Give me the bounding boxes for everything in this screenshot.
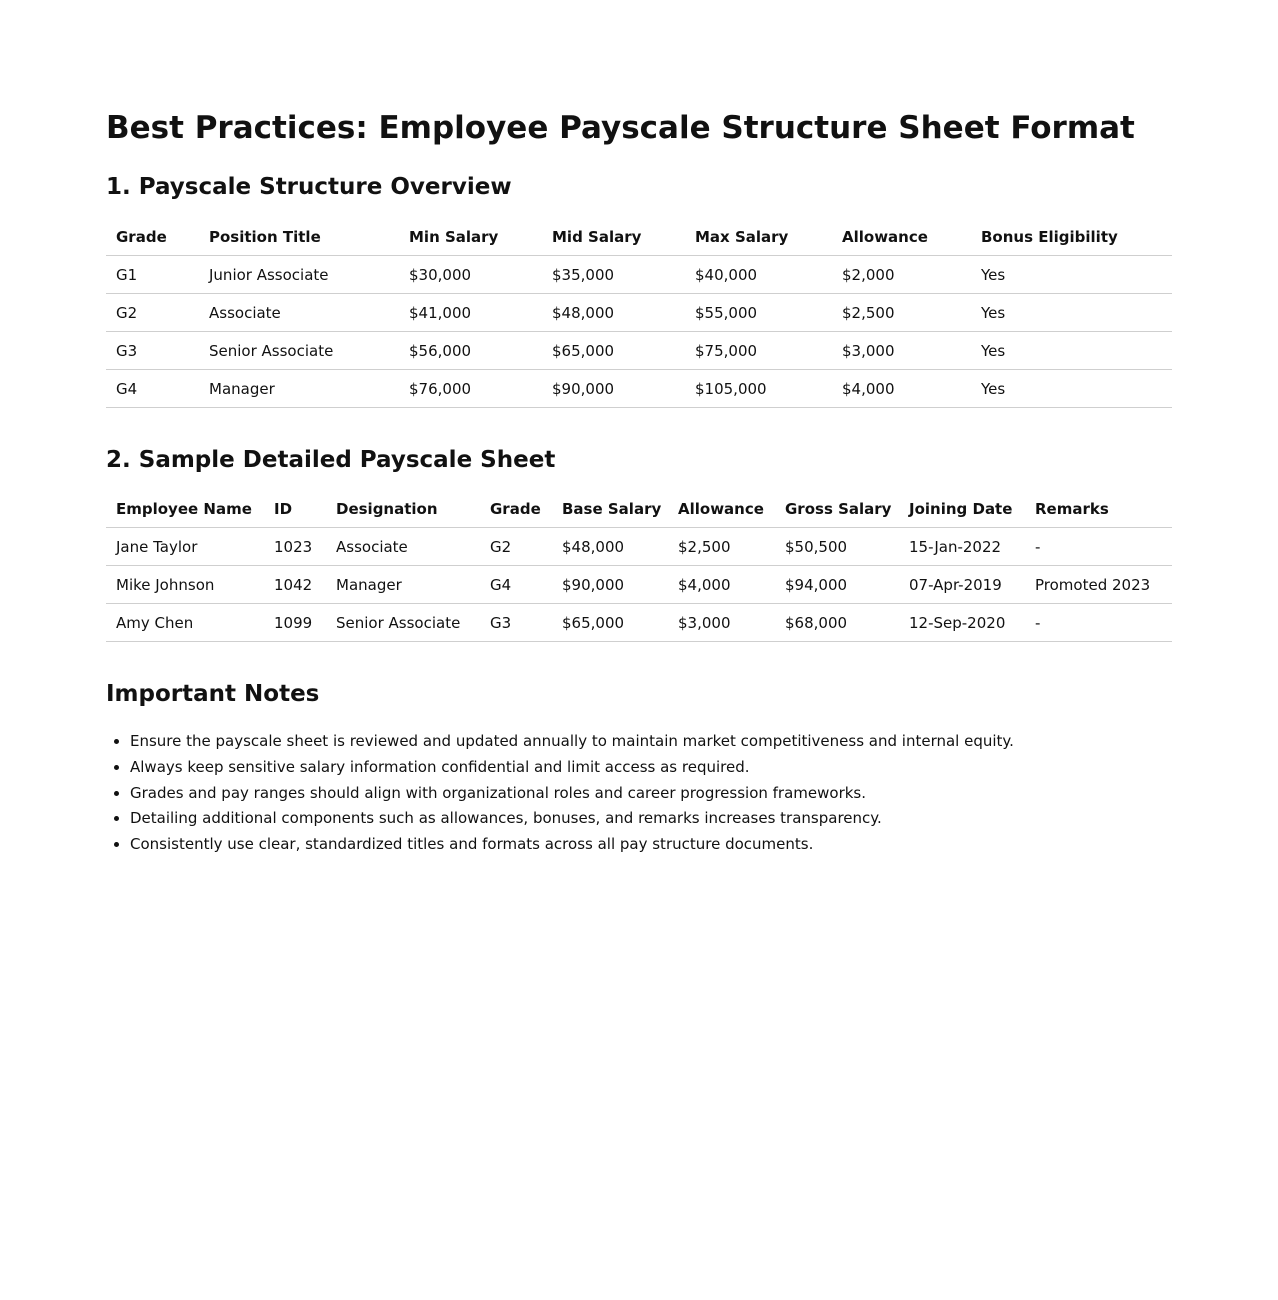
- table-row: [106, 294, 1172, 332]
- table-cell: $48,000: [552, 528, 668, 566]
- table-cell: Promoted 2023: [1025, 566, 1172, 604]
- overview-heading: 1. Payscale Structure Overview: [106, 174, 512, 200]
- column-header: Mid Salary: [542, 218, 685, 256]
- column-header: Employee Name: [106, 490, 264, 528]
- table-cell: G3: [106, 332, 199, 370]
- table-cell: $94,000: [775, 566, 899, 604]
- column-header: Remarks: [1025, 490, 1172, 528]
- table-cell: -: [1025, 528, 1172, 566]
- sample-sheet-heading: 2. Sample Detailed Payscale Sheet: [106, 447, 556, 473]
- table-cell: G1: [106, 256, 199, 294]
- column-header: ID: [264, 490, 326, 528]
- list-item: • Always keep sensitive salary information confidential and limit access as required.: [130, 755, 1014, 781]
- table-cell: $76,000: [399, 370, 542, 408]
- table-row: [106, 604, 1172, 642]
- table-cell: $2,500: [668, 528, 775, 566]
- table-cell: Senior Associate: [326, 604, 480, 642]
- table-cell: $75,000: [685, 332, 832, 370]
- table-cell: $41,000: [399, 294, 542, 332]
- table-cell: 15-Jan-2022: [899, 528, 1025, 566]
- table-cell: $40,000: [685, 256, 832, 294]
- table-cell: $56,000: [399, 332, 542, 370]
- notes-list: [106, 729, 1014, 858]
- page-title: Best Practices: Employee Payscale Structure Sheet Format: [106, 110, 1135, 146]
- table-row: [106, 528, 1172, 566]
- table-cell: $4,000: [832, 370, 971, 408]
- table-cell: Associate: [326, 528, 480, 566]
- column-header: Joining Date: [899, 490, 1025, 528]
- list-item: • Grades and pay ranges should align with organizational roles and career progression frameworks.: [130, 781, 1014, 807]
- table-row: [106, 566, 1172, 604]
- list-item: • Detailing additional components such as allowances, bonuses, and remarks increases transparency.: [130, 806, 1014, 832]
- notes-heading: Important Notes: [106, 681, 320, 707]
- table-cell: $50,500: [775, 528, 899, 566]
- table-cell: $48,000: [542, 294, 685, 332]
- table-cell: Senior Associate: [199, 332, 399, 370]
- column-header: Allowance: [668, 490, 775, 528]
- table-cell: 12-Sep-2020: [899, 604, 1025, 642]
- table-cell: $55,000: [685, 294, 832, 332]
- table-cell: $3,000: [832, 332, 971, 370]
- column-header: Grade: [480, 490, 552, 528]
- table-row: [106, 370, 1172, 408]
- table-cell: G2: [106, 294, 199, 332]
- table-cell: 1042: [264, 566, 326, 604]
- table-cell: Yes: [971, 332, 1172, 370]
- table-cell: $2,000: [832, 256, 971, 294]
- column-header: Designation: [326, 490, 480, 528]
- table-cell: $105,000: [685, 370, 832, 408]
- table-header-row: [106, 218, 1172, 256]
- table-cell: G4: [480, 566, 552, 604]
- table-cell: $3,000: [668, 604, 775, 642]
- table-cell: Amy Chen: [106, 604, 264, 642]
- table-row: [106, 332, 1172, 370]
- table-cell: Junior Associate: [199, 256, 399, 294]
- column-header: Gross Salary: [775, 490, 899, 528]
- table-cell: Associate: [199, 294, 399, 332]
- table-cell: $65,000: [542, 332, 685, 370]
- table-header-row: [106, 490, 1172, 528]
- table-cell: $90,000: [552, 566, 668, 604]
- table-cell: Jane Taylor: [106, 528, 264, 566]
- table-cell: Yes: [971, 370, 1172, 408]
- table-cell: $35,000: [542, 256, 685, 294]
- table-cell: $68,000: [775, 604, 899, 642]
- list-item: • Consistently use clear, standardized titles and formats across all pay structure documents.: [130, 832, 1014, 858]
- column-header: Grade: [106, 218, 199, 256]
- table-cell: $2,500: [832, 294, 971, 332]
- sample-payscale-table: [106, 490, 1172, 642]
- table-cell: Manager: [326, 566, 480, 604]
- table-cell: 1023: [264, 528, 326, 566]
- table-cell: G3: [480, 604, 552, 642]
- table-cell: $4,000: [668, 566, 775, 604]
- table-row: [106, 256, 1172, 294]
- column-header: Allowance: [832, 218, 971, 256]
- table-cell: 07-Apr-2019: [899, 566, 1025, 604]
- column-header: Max Salary: [685, 218, 832, 256]
- table-cell: Yes: [971, 294, 1172, 332]
- table-cell: Manager: [199, 370, 399, 408]
- column-header: Base Salary: [552, 490, 668, 528]
- column-header: Position Title: [199, 218, 399, 256]
- payscale-overview-table: [106, 218, 1172, 408]
- column-header: Bonus Eligibility: [971, 218, 1172, 256]
- table-cell: $30,000: [399, 256, 542, 294]
- table-cell: $65,000: [552, 604, 668, 642]
- table-cell: G4: [106, 370, 199, 408]
- table-cell: Yes: [971, 256, 1172, 294]
- table-cell: -: [1025, 604, 1172, 642]
- table-cell: Mike Johnson: [106, 566, 264, 604]
- table-cell: 1099: [264, 604, 326, 642]
- list-item: • Ensure the payscale sheet is reviewed and updated annually to maintain market competitiveness and internal equity.: [130, 729, 1014, 755]
- column-header: Min Salary: [399, 218, 542, 256]
- table-cell: $90,000: [542, 370, 685, 408]
- table-cell: G2: [480, 528, 552, 566]
